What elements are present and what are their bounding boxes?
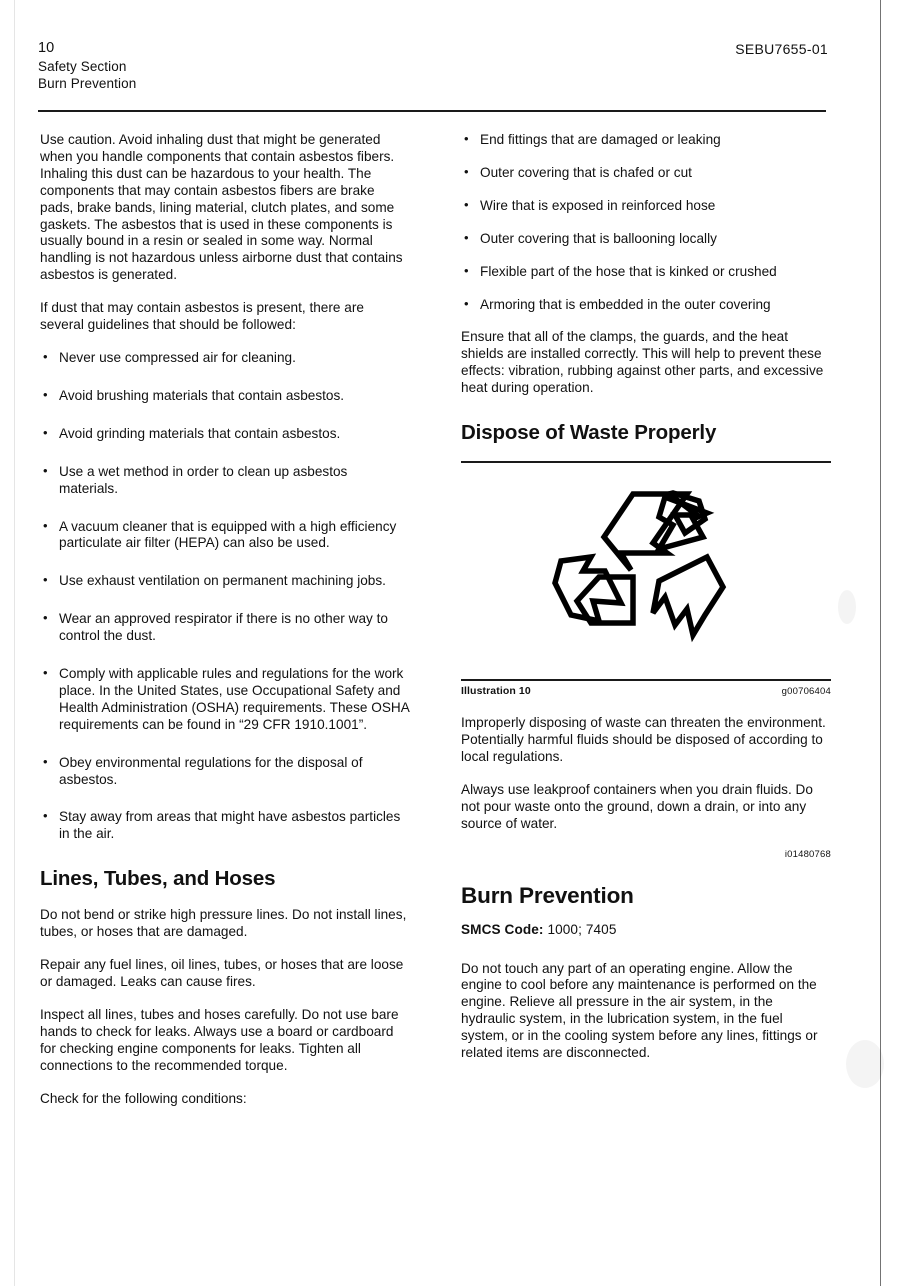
list-item: • Outer covering that is ballooning locally: [461, 231, 831, 248]
figure-caption-label: Illustration 10: [461, 685, 531, 698]
subsection-name: Burn Prevention: [38, 76, 137, 91]
list-item: • Use a wet method in order to clean up asbestos materials.: [40, 464, 410, 498]
list-item: • A vacuum cleaner that is equipped with a high efficiency particulate air filter (HEPA) can also be used.: [40, 519, 410, 553]
scan-artifact-left-edge: [14, 0, 15, 1286]
asbestos-caution-paragraph: Use caution. Avoid inhaling dust that might be generated when you handle components that contain asbestos fibers. Inhaling this dust can be hazardous to your health. The components that may contain asbestos fibers are brake pads, brake bands, lining material, clutch plates, and some gaskets. The asbestos that is used in these components is usually bound in a resin or sealed in some way. Normal handling is not hazardous unless airborne dust that contains asbestos is generated.: [40, 132, 403, 283]
dispose-paragraph-2: Always use leakproof containers when you drain fluids. Do not pour waste onto the ground, down a drain, or into any source of water.: [461, 781, 813, 831]
document-id: SEBU7655-01: [735, 41, 828, 57]
scan-artifact-right-edge: [880, 0, 881, 1286]
asbestos-guidelines-intro: If dust that may contain asbestos is present, there are several guidelines that should be followed:: [40, 300, 364, 333]
lines-conditions-lead-in: Check for the following conditions:: [40, 1090, 247, 1106]
dispose-paragraph-1: Improperly disposing of waste can threaten the environment. Potentially harmful fluids should be disposed of according to local regulations.: [461, 715, 826, 764]
list-item: • Comply with applicable rules and regulations for the work place. In the United States, use Occupational Safety and Health Administration (OSHA) requirements. These OSHA requirements can be found in “29 CFR 1910.1001”.: [40, 666, 410, 734]
lines-paragraph-3: Inspect all lines, tubes and hoses carefully. Do not use bare hands to check for leaks. Always use a board or cardboard for checking engine components for leaks. Tighten all connections to the recommended torque.: [40, 1006, 399, 1073]
list-item: • Wear an approved respirator if there is no other way to control the dust.: [40, 611, 410, 645]
dispose-waste-heading: Dispose of Waste Properly: [461, 421, 717, 445]
page-number: 10: [38, 40, 55, 56]
right-column: [461, 132, 831, 1062]
header-divider-rule: [38, 110, 826, 112]
list-item: • Stay away from areas that might have asbestos particles in the air.: [40, 809, 410, 843]
lines-tubes-hoses-heading: Lines, Tubes, and Hoses: [40, 867, 276, 891]
smcs-code-label: SMCS Code:: [461, 921, 544, 937]
asbestos-guidelines-list: [40, 350, 410, 843]
list-item: • Armoring that is embedded in the outer covering: [461, 297, 831, 314]
list-item: • Flexible part of the hose that is kinked or crushed: [461, 264, 831, 281]
list-item: • Obey environmental regulations for the disposal of asbestos.: [40, 755, 410, 789]
smcs-code-value: 1000; 7405: [547, 921, 617, 937]
hose-conditions-list: [461, 132, 831, 313]
list-item: • Avoid brushing materials that contain asbestos.: [40, 388, 410, 405]
header-left-block: [38, 40, 136, 93]
left-column: [40, 132, 410, 1107]
lines-paragraph-1: Do not bend or strike high pressure lines. Do not install lines, tubes, or hoses that are damaged.: [40, 907, 407, 940]
list-item: • Avoid grinding materials that contain asbestos.: [40, 426, 410, 443]
list-item: • Wire that is exposed in reinforced hose: [461, 198, 831, 215]
list-item: • Use exhaust ventilation on permanent machining jobs.: [40, 573, 410, 590]
scan-artifact-smudge: [838, 590, 856, 624]
list-item: • Outer covering that is chafed or cut: [461, 165, 831, 182]
burn-prevention-heading: Burn Prevention: [461, 882, 634, 908]
lines-paragraph-2: Repair any fuel lines, oil lines, tubes, or hoses that are loose or damaged. Leaks can cause fires.: [40, 957, 404, 989]
list-item: • Never use compressed air for cleaning.: [40, 350, 410, 367]
illustration-10-figure: [461, 461, 831, 697]
smcs-code-line: [461, 922, 831, 937]
page-header: [38, 40, 828, 93]
figure-caption: [461, 681, 831, 697]
list-item: • End fittings that are damaged or leaking: [461, 132, 831, 149]
clamps-guards-paragraph: Ensure that all of the clamps, the guards, and the heat shields are installed correctly. This will help to prevent these effects: vibration, rubbing against other parts, and excessive heat during operation.: [461, 329, 824, 396]
burn-prevention-paragraph: Do not touch any part of an operating engine. Allow the engine to cool before any maintenance is performed on the engine. Relieve all pressure in the air system, in the hydraulic system, in the lubrication system, in the fuel system, or in the cooling system before any lines, fittings or related items are disconnected.: [461, 960, 818, 1061]
burn-prevention-reference-code: i01480768: [784, 848, 831, 860]
figure-graphic-id: g00706404: [781, 686, 831, 698]
scan-artifact-smudge: [846, 1040, 884, 1088]
recycling-symbol-icon: [461, 463, 831, 679]
section-name: Safety Section: [38, 58, 127, 74]
